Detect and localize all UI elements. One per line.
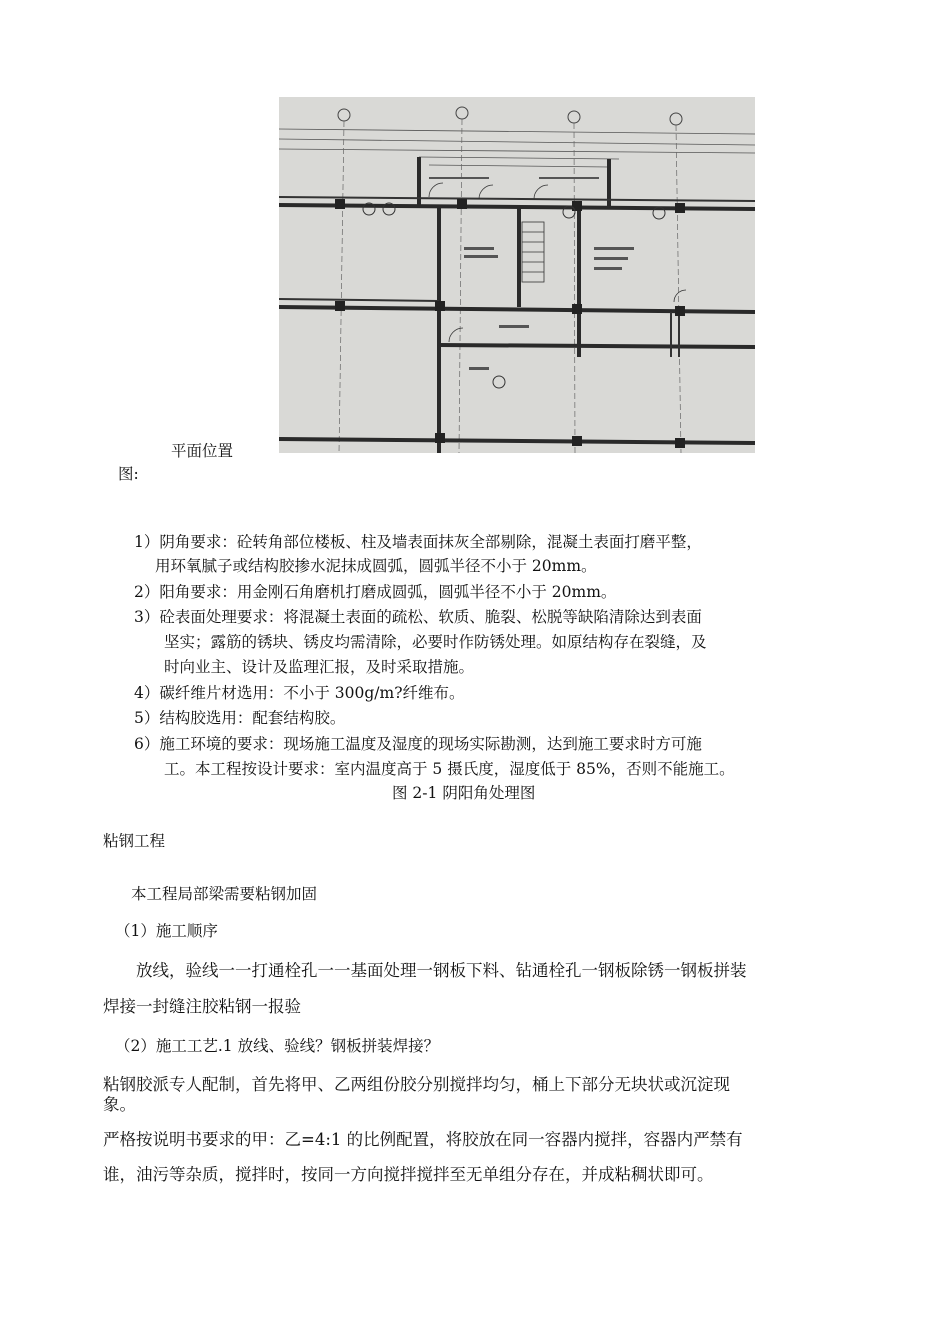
requirement-4-line1: 4）碳纤维片材选用：不小于 300g/m?纤维布。 — [134, 684, 465, 702]
paragraph-1-line2: 象。 — [103, 1095, 136, 1114]
figure-label-line1: 平面位置 — [171, 442, 234, 460]
requirement-3-line2: 坚实；露筋的锈块、锈皮均需清除，必要时作防锈处理。如原结构存在裂缝，及 — [164, 633, 707, 651]
intro-text: 本工程局部梁需要粘钢加固 — [131, 885, 318, 903]
floor-plan-photo — [279, 97, 755, 453]
requirement-3-line1: 3）砼表面处理要求：将混凝土表面的疏松、软质、脆裂、松脱等缺陷清除达到表面 — [134, 608, 702, 626]
section-title: 粘钢工程 — [103, 832, 166, 850]
paragraph-2-line1: 严格按说明书要求的甲：乙=4:1 的比例配置，将胶放在同一容器内搅拌，容器内严禁有 — [103, 1130, 743, 1149]
requirement-2-line1: 2）阳角要求：用金刚石角磨机打磨成圆弧，圆弧半径不小于 20mm。 — [134, 583, 617, 601]
requirement-5-line1: 5）结构胶选用：配套结构胶。 — [134, 709, 346, 727]
paragraph-1-line1: 粘钢胶派专人配制，首先将甲、乙两组份胶分别搅拌均匀，桶上下部分无块状或沉淀现 — [103, 1075, 730, 1094]
step1-body-line1: 放线，验线一一打通栓孔一一基面处理一钢板下料、钻通栓孔一钢板除锈一钢板拼装 — [136, 961, 747, 980]
requirement-1-line2: 用环氧腻子或结构胶掺水泥抹成圆弧，圆弧半径不小于 20mm。 — [155, 557, 597, 575]
requirement-6-line1: 6）施工环境的要求：现场施工温度及湿度的现场实际勘测，达到施工要求时方可施 — [134, 735, 702, 753]
figure-caption: 图 2-1 阴阳角处理图 — [392, 784, 536, 802]
requirement-6-line2: 工。本工程按设计要求：室内温度高于 5 摄氏度，湿度低于 85%，否则不能施工。 — [164, 760, 735, 778]
requirement-1-line1: 1）阴角要求：砼转角部位楼板、柱及墙表面抹灰全部剔除，混凝土表面打磨平整， — [134, 533, 702, 551]
step1-body-line2: 焊接一封缝注胶粘钢一报验 — [103, 997, 301, 1016]
requirement-3-line3: 时向业主、设计及监理汇报，及时采取措施。 — [164, 658, 475, 676]
step2-title: （2）施工工艺.1 放线、验线？钢板拼装焊接？ — [115, 1037, 440, 1055]
paragraph-2-line2: 谁，油污等杂质，搅拌时，按同一方向搅拌搅拌至无单组分存在，并成粘稠状即可。 — [103, 1165, 714, 1184]
figure-label-line2: 图: — [118, 465, 139, 483]
step1-title: （1）施工顺序 — [115, 922, 218, 940]
